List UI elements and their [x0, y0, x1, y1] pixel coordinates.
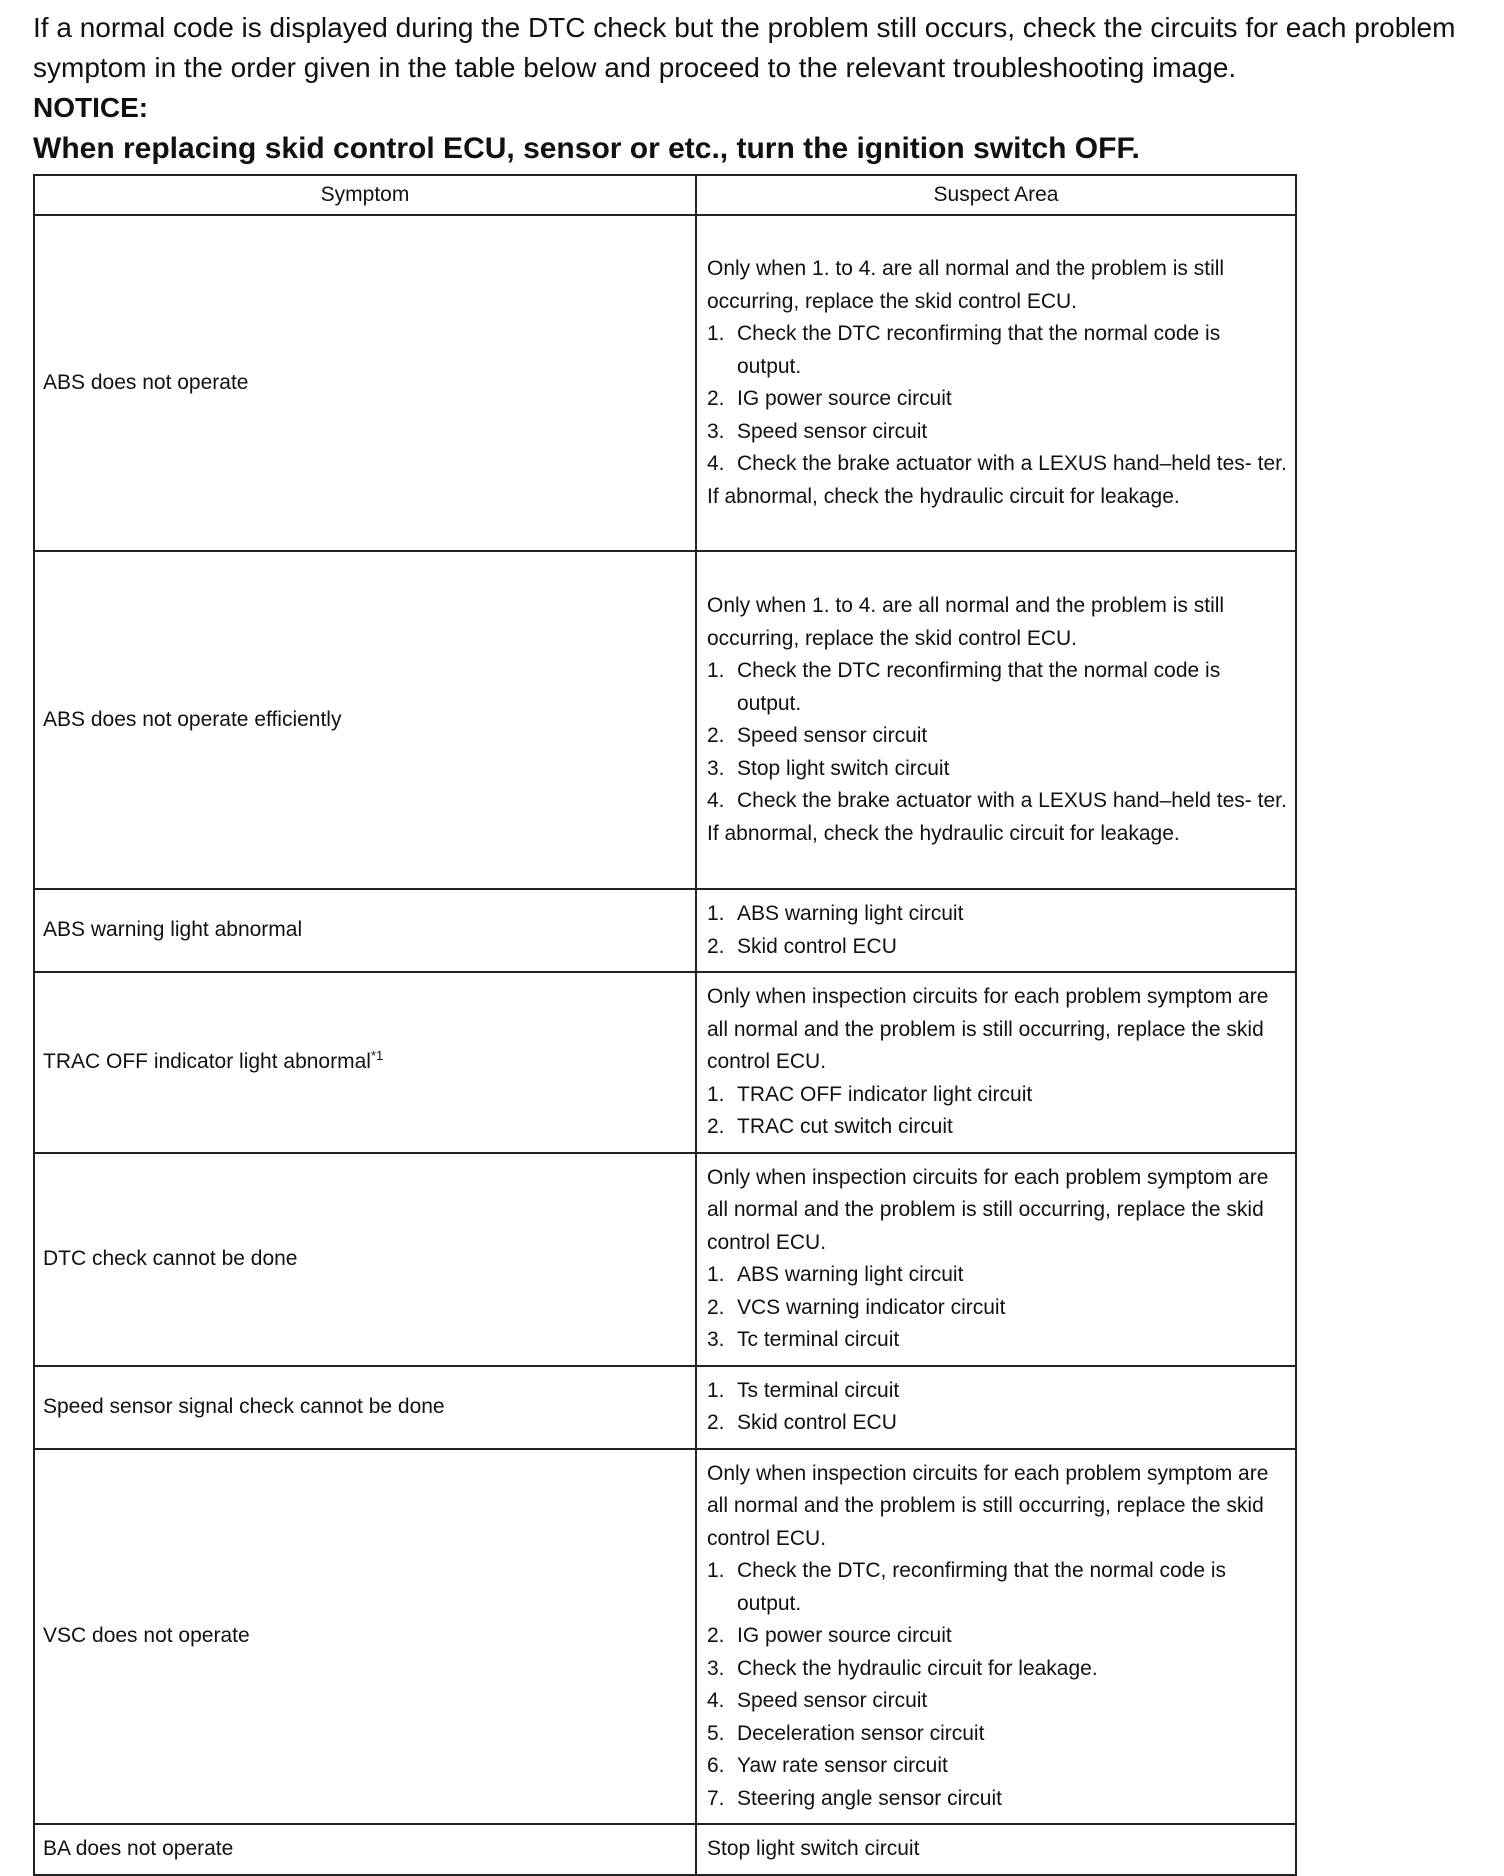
suspect-area-note: Only when inspection circuits for each problem symptom are all normal and the problem is still occurring, replace the skid control ECU.	[707, 1165, 1269, 1254]
list-item-text: ABS warning light circuit	[737, 1263, 964, 1286]
suspect-area-note: Only when inspection circuits for each problem symptom are all normal and the problem is still occurring, replace the skid control ECU.	[707, 985, 1269, 1073]
symptom-cell	[34, 1366, 696, 1449]
list-item	[707, 1620, 1287, 1653]
list-item-text: Skid control ECU	[737, 1411, 897, 1434]
list-item-text: TRAC cut switch circuit	[737, 1115, 953, 1138]
footnote-marker: *1	[370, 1048, 384, 1063]
list-item-number: 3.	[707, 1328, 725, 1351]
list-item	[707, 1718, 1287, 1751]
symptom-cell	[34, 215, 696, 551]
list-item	[707, 1750, 1287, 1783]
symptom-text: ABS does not operate	[43, 370, 249, 394]
list-item	[707, 720, 1287, 753]
list-item-number: 1.	[707, 1263, 725, 1286]
list-item-text: IG power source circuit	[737, 387, 952, 410]
suspect-area-cell	[696, 1824, 1296, 1875]
notice-text: When replacing skid control ECU, sensor or etc., turn the ignition switch OFF.	[33, 132, 1140, 165]
symptom-cell	[34, 551, 696, 889]
list-item-text: Deceleration sensor circuit	[737, 1721, 985, 1745]
list-item-text: Check the brake actuator with a LEXUS hand–held tes- ter.	[737, 789, 1287, 812]
list-item	[707, 1324, 1287, 1357]
list-item-number: 2.	[707, 387, 725, 410]
symptom-text: ABS does not operate efficiently	[43, 707, 342, 731]
list-item	[707, 898, 1287, 931]
suspect-area-note: Only when 1. to 4. are all normal and the problem is still occurring, replace the skid control ECU.	[707, 594, 1225, 650]
intro-paragraph: If a normal code is displayed during the DTC check but the problem still occurs, check the circuits for each problem symptom in the order given in the table below and proceed to the relevant troubleshooting image.	[33, 12, 1456, 83]
list-item-number: 1.	[707, 322, 725, 345]
list-item-number: 6.	[707, 1754, 725, 1777]
list-item-text: Speed sensor circuit	[737, 419, 928, 443]
list-item-number: 1.	[707, 1082, 725, 1106]
symptom-column-header: Symptom	[34, 175, 696, 215]
list-item-text: Speed sensor circuit	[737, 724, 928, 747]
suspect-area-cell	[696, 1449, 1296, 1825]
list-item-text: Check the DTC, reconfirming that the normal code is output.	[737, 1559, 1227, 1615]
table-row	[34, 889, 1296, 972]
symptom-text: ABS warning light abnormal	[43, 918, 303, 942]
list-item-text: Check the hydraulic circuit for leakage.	[737, 1656, 1098, 1680]
list-item	[707, 1653, 1287, 1686]
list-item	[707, 1111, 1287, 1144]
suspect-area-cell	[696, 551, 1296, 889]
list-item	[707, 1555, 1287, 1620]
list-item-number: 2.	[707, 1411, 725, 1434]
list-item	[707, 1783, 1287, 1816]
list-item-number: 1.	[707, 1559, 725, 1582]
suspect-area-followup: If abnormal, check the hydraulic circuit for leakage.	[707, 484, 1180, 508]
list-item	[707, 416, 1287, 449]
list-item-number: 1.	[707, 902, 725, 925]
suspect-area-list	[707, 1555, 1287, 1815]
list-item-number: 7.	[707, 1786, 725, 1810]
list-item-text: VCS warning indicator circuit	[737, 1295, 1006, 1319]
table-row	[34, 972, 1296, 1153]
list-item-text: Tc terminal circuit	[737, 1328, 900, 1351]
symptom-text: DTC check cannot be done	[43, 1246, 298, 1270]
list-item-text: Stop light switch circuit	[737, 756, 950, 780]
list-item-number: 4.	[707, 1689, 725, 1712]
suspect-area-cell	[696, 215, 1296, 551]
suspect-area-list	[707, 1259, 1287, 1357]
table-row	[34, 215, 1296, 551]
table-row	[34, 1449, 1296, 1825]
list-item-text: Ts terminal circuit	[737, 1378, 900, 1402]
list-item	[707, 1407, 1287, 1440]
suspect-area-list	[707, 1375, 1287, 1440]
list-item	[707, 448, 1287, 481]
symptom-text: Speed sensor signal check cannot be done	[43, 1394, 445, 1418]
list-item	[707, 1375, 1287, 1408]
list-item-number: 2.	[707, 1624, 725, 1647]
symptom-cell	[34, 1449, 696, 1825]
list-item	[707, 1079, 1287, 1112]
list-item	[707, 931, 1287, 964]
symptom-cell	[34, 1824, 696, 1875]
suspect-area-list	[707, 1079, 1287, 1144]
suspect-area-column-header: Suspect Area	[696, 175, 1296, 215]
list-item-text: Speed sensor circuit	[737, 1689, 928, 1712]
suspect-area-cell	[696, 1366, 1296, 1449]
list-item-text: Steering angle sensor circuit	[737, 1786, 1002, 1810]
problem-symptoms-table	[33, 174, 1297, 1876]
table-row	[34, 551, 1296, 889]
list-item-text: Skid control ECU	[737, 934, 897, 958]
table-row	[34, 1153, 1296, 1366]
suspect-area-cell	[696, 889, 1296, 972]
table-header-row	[34, 175, 1296, 215]
list-item-text: Check the DTC reconfirming that the normal code is output.	[737, 659, 1221, 715]
suspect-area-list	[707, 318, 1287, 481]
list-item-number: 4.	[707, 452, 725, 475]
suspect-area-note: Only when 1. to 4. are all normal and the problem is still occurring, replace the skid control ECU.	[707, 257, 1225, 313]
list-item-number: 4.	[707, 789, 725, 812]
list-item	[707, 655, 1287, 720]
list-item-number: 3.	[707, 1656, 725, 1680]
list-item	[707, 753, 1287, 786]
list-item	[707, 318, 1287, 383]
list-item	[707, 785, 1287, 818]
list-item-number: 1.	[707, 659, 725, 682]
suspect-area-list	[707, 898, 1287, 963]
suspect-area-cell	[696, 1153, 1296, 1366]
list-item-text: TRAC OFF indicator light circuit	[737, 1082, 1033, 1106]
list-item-text: Check the DTC reconfirming that the normal code is output.	[737, 322, 1221, 378]
suspect-area-cell	[696, 972, 1296, 1153]
symptom-text: BA does not operate	[43, 1837, 234, 1860]
notice-label: NOTICE:	[33, 92, 149, 123]
list-item-number: 2.	[707, 724, 725, 747]
symptom-text: TRAC OFF indicator light abnormal	[43, 1050, 371, 1073]
suspect-area-note: Only when inspection circuits for each problem symptom are all normal and the problem is still occurring, replace the skid control ECU.	[707, 1461, 1269, 1550]
list-item-number: 5.	[707, 1721, 725, 1745]
list-item	[707, 383, 1287, 416]
symptom-cell	[34, 889, 696, 972]
symptom-cell	[34, 972, 696, 1153]
list-item	[707, 1259, 1287, 1292]
list-item-number: 3.	[707, 419, 725, 443]
list-item-number: 2.	[707, 1295, 725, 1319]
suspect-area-followup: If abnormal, check the hydraulic circuit for leakage.	[707, 821, 1180, 845]
list-item-text: Check the brake actuator with a LEXUS hand–held tes- ter.	[737, 452, 1287, 475]
table-body	[34, 215, 1296, 1875]
table-row	[34, 1824, 1296, 1875]
list-item-text: ABS warning light circuit	[737, 902, 964, 925]
list-item-number: 1.	[707, 1378, 725, 1402]
list-item-number: 2.	[707, 934, 725, 958]
symptom-cell	[34, 1153, 696, 1366]
suspect-area-list	[707, 655, 1287, 818]
list-item-text: Yaw rate sensor circuit	[737, 1754, 948, 1777]
list-item-number: 2.	[707, 1115, 725, 1138]
list-item	[707, 1685, 1287, 1718]
list-item-number: 3.	[707, 756, 725, 780]
suspect-area-note: Stop light switch circuit	[707, 1837, 920, 1860]
table-row	[34, 1366, 1296, 1449]
list-item-text: IG power source circuit	[737, 1624, 952, 1647]
list-item	[707, 1292, 1287, 1325]
symptom-text: VSC does not operate	[43, 1624, 250, 1647]
